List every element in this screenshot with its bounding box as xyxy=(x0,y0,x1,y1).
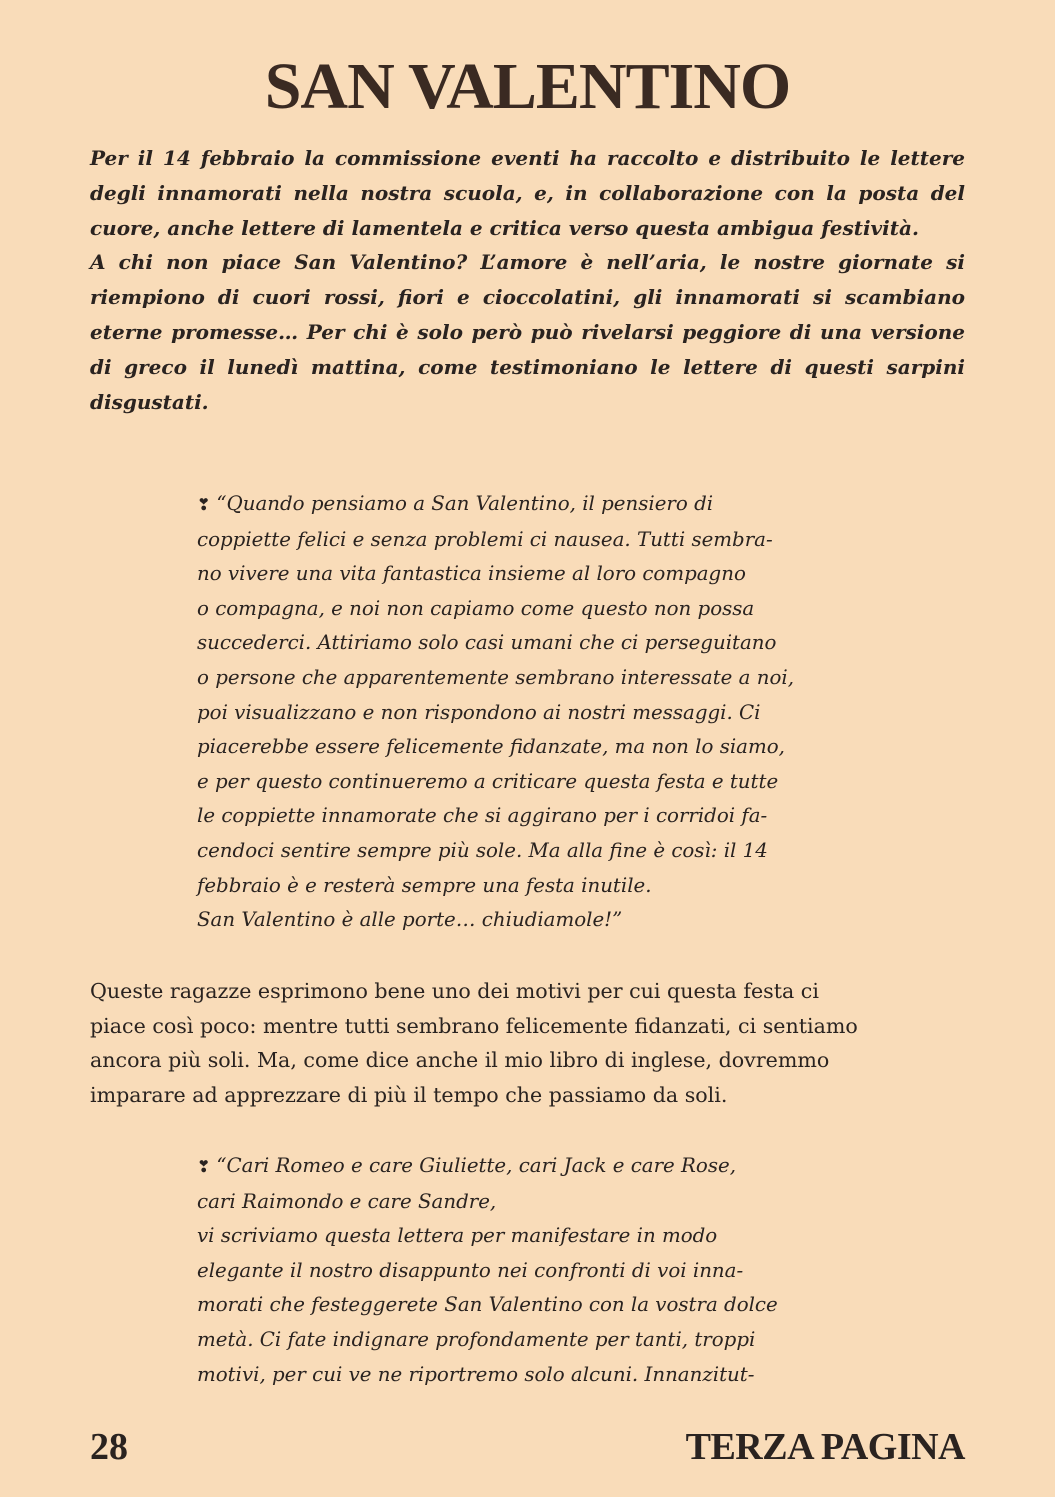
page-number: 28 xyxy=(90,1426,128,1468)
quote-letter-2 xyxy=(197,1149,857,1392)
intro-paragraph-1: Per il 14 febbraio la commissione eventi ha raccolto e distribuito le lettere degli innamorati nella nostra scuola, e, in collaborazione con la posta del cuore, anche lettere di lamentela e critica verso questa ambigua festività. xyxy=(90,146,965,240)
quote-line-text: “Quando pensiamo a San Valentino, il pensiero di xyxy=(216,492,714,515)
body-line: Queste ragazze esprimono bene uno dei motivi per cui questa festa ci xyxy=(90,979,819,1003)
body-line: ancora più soli. Ma, come dice anche il mio libro di inglese, dovremmo xyxy=(90,1048,830,1073)
quote-line: San Valentino è alle porte… chiudiamole!” xyxy=(197,908,623,932)
heart-icon: ❣ xyxy=(197,1157,211,1176)
quote-line: le coppiette innamorate che si aggirano per i corridoi fa- xyxy=(197,804,768,828)
section-title: TERZA PAGINA xyxy=(685,1426,965,1468)
quote-line xyxy=(197,487,857,523)
quote-line: cari Raimondo e care Sandre, xyxy=(197,1189,497,1213)
quote-line: succederci. Attiriamo solo casi umani che ci perseguitano xyxy=(197,631,777,655)
quote-line: o persone che apparentemente sembrano interessate a noi, xyxy=(197,665,794,689)
quote-line xyxy=(197,1149,857,1185)
quote-line: poi visualizzano e non rispondono ai nostri messaggi. Ci xyxy=(197,700,761,724)
quote-line: elegante il nostro disappunto nei confronti di voi inna- xyxy=(197,1258,744,1282)
quote-line: o compagna, e noi non capiamo come questo non possa xyxy=(197,596,755,620)
quote-line: piacerebbe essere felicemente fidanzate, ma non lo siamo, xyxy=(197,735,785,759)
quote-line: morati che festeggerete San Valentino con la vostra dolce xyxy=(197,1293,778,1317)
page-title: SAN VALENTINO xyxy=(264,50,791,123)
body-paragraph xyxy=(90,974,970,1112)
intro-block xyxy=(90,141,965,419)
quote-letter-1 xyxy=(197,487,857,938)
quote-line: no vivere una vita fantastica insieme al loro compagno xyxy=(197,562,746,586)
quote-line: febbraio è e resterà sempre una festa inutile. xyxy=(197,873,652,897)
heart-icon: ❣ xyxy=(197,495,211,514)
quote-line: metà. Ci fate indignare profondamente per tanti, troppi xyxy=(197,1327,756,1351)
quote-line: coppiette felici e senza problemi ci nausea. Tutti sembra- xyxy=(197,527,773,551)
quote-line: motivi, per cui ve ne riportremo solo alcuni. Innanzitut- xyxy=(197,1362,755,1386)
body-line: imparare ad apprezzare di più il tempo che passiamo da soli. xyxy=(90,1082,728,1107)
quote-line: cendoci sentire sempre più sole. Ma alla fine è così: il 14 xyxy=(197,838,768,862)
quote-line-text: “Cari Romeo e care Giuliette, cari Jack e care Rose, xyxy=(216,1154,736,1177)
quote-line: e per questo continueremo a criticare questa festa e tutte xyxy=(197,769,779,793)
quote-line: vi scriviamo questa lettera per manifestare in modo xyxy=(197,1224,718,1248)
body-line: piace così poco: mentre tutti sembrano felicemente fidanzati, ci sentiamo xyxy=(90,1013,858,1038)
intro-paragraph-2: A chi non piace San Valentino? L’amore è nell’aria, le nostre giornate si riempiono di cuori rossi, fiori e cioccolatini, gli innamorati si scambiano eterne promesse… Per chi è solo però può rivelarsi peggiore di una versione di greco il lunedì mattina, come testimoniano le lettere di questi sarpini disgustati. xyxy=(90,250,965,414)
